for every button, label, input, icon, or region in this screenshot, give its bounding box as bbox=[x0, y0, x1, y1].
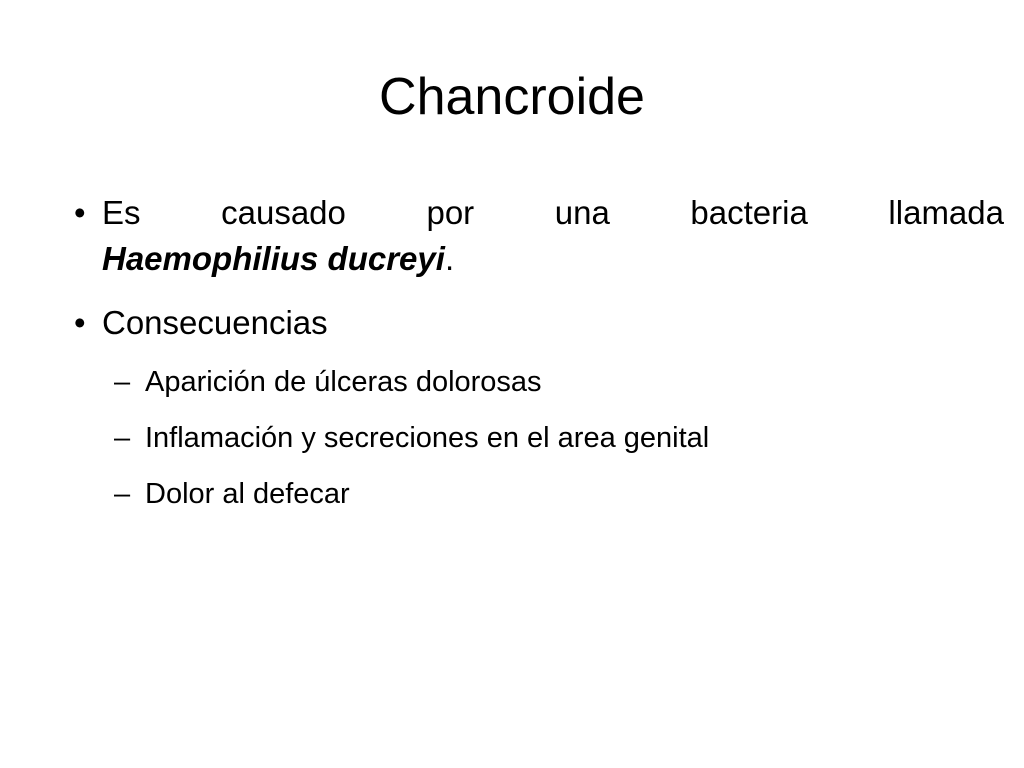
bullet-icon: • bbox=[74, 194, 86, 231]
bullet-icon: • bbox=[74, 304, 86, 341]
dash-icon: – bbox=[114, 366, 131, 398]
sub-bullet-item bbox=[74, 474, 1004, 514]
sub-bullet-text: Aparición de úlceras dolorosas bbox=[145, 366, 542, 398]
bullet-text: Consecuencias bbox=[102, 304, 328, 341]
sub-bullet-text: Inflamación y secreciones en el area genital bbox=[145, 422, 710, 454]
dash-icon: – bbox=[114, 478, 131, 510]
slide-body bbox=[74, 190, 1004, 532]
sub-bullet-item bbox=[74, 362, 1004, 402]
sub-bullet-item bbox=[74, 418, 1004, 458]
bullet-item-cause bbox=[74, 190, 1004, 282]
bullet-item-consequences bbox=[74, 300, 1004, 346]
sub-bullet-text: Dolor al defecar bbox=[145, 478, 350, 510]
dash-icon: – bbox=[114, 422, 131, 454]
slide-title: Chancroide bbox=[379, 68, 645, 126]
bullet-text-line1: Es causado por una bacteria llamada bbox=[102, 194, 1004, 231]
bullet-text-line2 bbox=[102, 240, 454, 277]
bacteria-name: Haemophilius ducreyi bbox=[102, 240, 445, 277]
bullet-text-suffix: . bbox=[444, 240, 455, 277]
